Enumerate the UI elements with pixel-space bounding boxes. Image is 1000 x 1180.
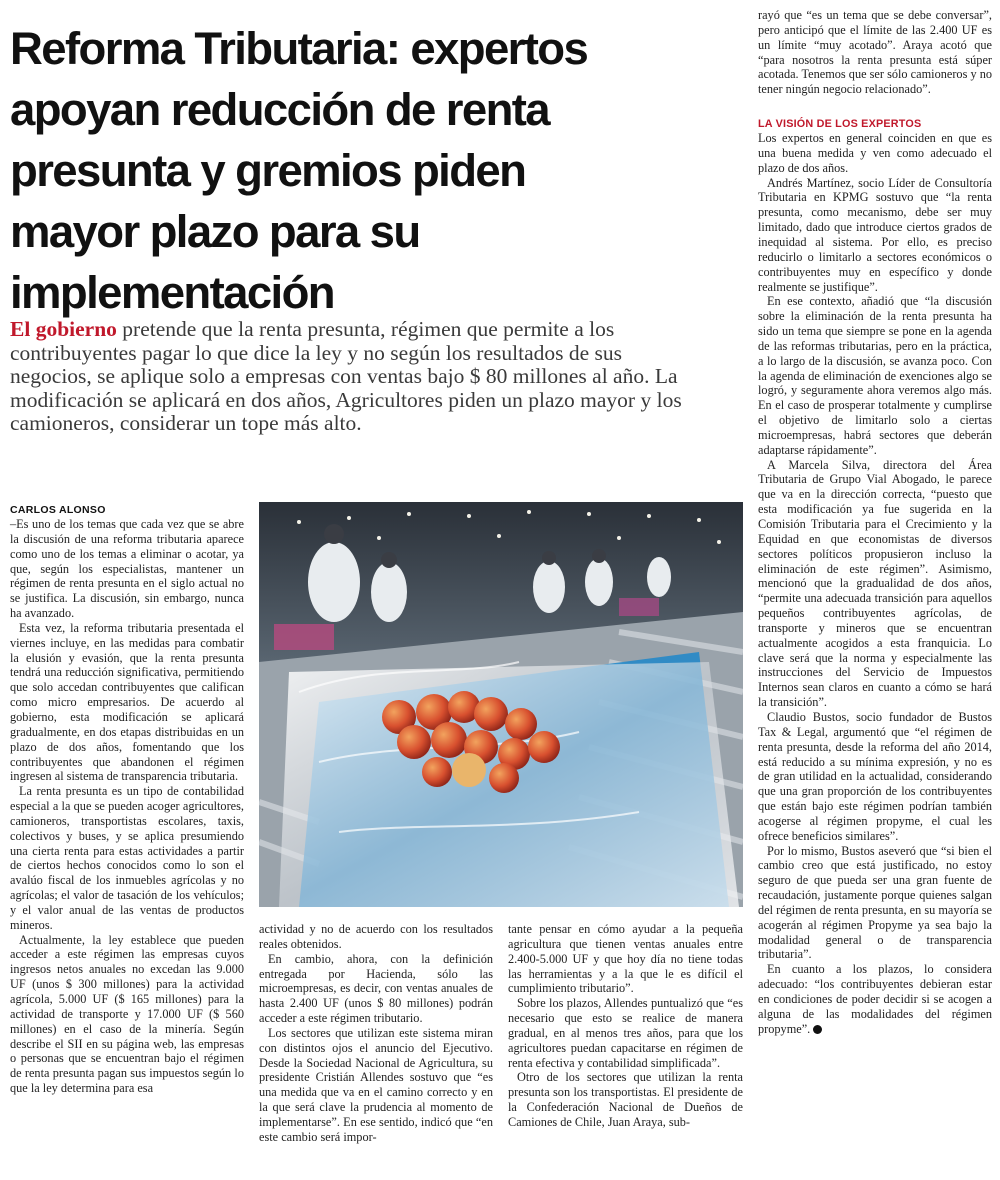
paragraph: tante pensar en cómo ayudar a la pequeña agricultura que tienen ventas anuales entre 2.400-5.000 UF y que hoy día no tiene todas las herramientas y a la que le es difícil el cumplimiento tributario”. [508,922,743,996]
column-4 [758,8,992,1037]
paragraph: Actualmente, la ley establece que pueden acceder a este régimen las empresas cuyos ingresos netos anuales no excedan las 9.000 UF (unos $ 300 millones) para la actividad agrícola, 5.000 UF ($ 165 millones) para la actividad de transporte y 17.000 UF ($ 560 millones) en el caso de la minería. Según describe el SII en su página web, las empresas o personas que se encuentran bajo el régimen de renta presunta pagan sus impuestos según lo que la ley determina para esa [10,932,244,1096]
paragraph-text: En cuanto a los plazos, lo considera adecuado: “los contribuyentes debieran estar en condiciones de poder decidir si se acogen a alguna de las modalidades del régimen propyme”. [758,962,992,1036]
paragraph: Otro de los sectores que utilizan la renta presunta son los transportistas. El presidente de la Confederación Nacional de Dueños de Camiones de Chile, Juan Araya, sub- [508,1070,743,1129]
end-of-article-icon [813,1025,822,1034]
paragraph: A Marcela Silva, directora del Área Tributaria de Grupo Vial Abogado, le parece que va en la dirección correcta, “puesto que esta modificación ya fue sugerida en la Comisión Tributaria para el Crecimiento y la Equidad en que economistas de diversos sectores políticos propusieron incluso la eliminación de este régimen”. Asimismo, mencionó que la gradualidad de dos años, “permite una adecuada transición para aquellos pequeños contribuyentes agrícolas, de transporte y mineros que se encuentran actualmente acogidos a esta franquicia. Lo clave será que la norma y especialmente las instrucciones del Servicio de Impuestos Internos sean claros en cuanto a cómo se hará la transición”. [758,457,992,710]
paragraph: –Es uno de los temas que cada vez que se abre la discusión de una reforma tributaria aparece como uno de los temas a eliminar o acotar, ya que, según los especialistas, mantener un régimen de renta presunta en el siglo actual no se justifica. La discusión, sin embargo, nunca ha avanzado. [10,517,244,621]
paragraph: Andrés Martínez, socio Líder de Consultoría Tributaria en KPMG sostuvo que “la renta presunta, como mecanismo, debe ser muy limitado, dado que introduce ciertos grados de inequidad al sistema. Por ello, es preciso reducirlo o limitarlo a sectores económicos o contribuyentes muy en específico y donde realmente se justifique”. [758,175,992,294]
paragraph: La renta presunta es un tipo de contabilidad especial a la que se pueden acoger agricultores, camioneros, transportistas escolares, taxis, colectivos y buses, y se aplica presumiendo una cierta renta para estas actividades a partir de ciertos hechos conocidos como lo son el avalúo fiscal de los inmuebles agrícolas y no agrícolas; el valor de tasación de los vehículos; y el valor anual de las ventas de productos mineros. [10,784,244,932]
paragraph: Esta vez, la reforma tributaria presentada el viernes incluye, en las medidas para combatir la elusión y evasión, que la renta presunta tendrá una reducción significativa, permitiendo que solo accedan contribuyentes que califican como micro empresarios. De acuerdo al gobierno, esta modificación se aplicará gradualmente, en dos etapas distribuidas en un plazo de dos años, fomentando que los contribuyentes que abandonen el régimen ingresen al sistema de transparencia tributaria. [10,620,244,784]
paragraph [758,962,992,1036]
paragraph: rayó que “es un tema que se debe conversar”, pero anticipó que el límite de las 2.400 UF es un límite “muy acotado”. Araya acotó que “para nosotros la renta presunta está súper acotada. Tenemos que ser sólo camioneros y no tener ningún negocio relacionado”. [758,8,992,97]
paragraph: Los sectores que utilizan este sistema miran con distintos ojos el anuncio del Ejecutivo. Desde la Sociedad Nacional de Agricultura, su presidente Cristián Allendes sostuvo que “es una medida que va en el camino correcto y en la que será clave la prudencia al momento de implementarse”. En ese sentido, indicó que “en este cambio será impor- [259,1025,493,1144]
headline-line: presunta y gremios piden [10,145,526,196]
deck-lead: El gobierno [10,317,117,341]
column-1 [10,503,244,1096]
paragraph: Claudio Bustos, socio fundador de Bustos Tax & Legal, argumentó que “el régimen de renta presunta, desde la reforma del año 2014, está reducido a su mínima expresión, y no es de gran utilidad en la actualidad, considerando que una gran proporción de los contribuyentes que están bajo este régimen podrían también acogerse al régimen propyme, el cual les ofrece beneficios similares”. [758,709,992,843]
article-photo [259,502,743,907]
peach-packing-photo [259,502,743,907]
deck-line: camioneros, considerar un tope más alto. [10,411,362,435]
deck [10,318,750,436]
deck-text: pretende que la renta presunta, régimen que permite a los [116,317,615,341]
headline-line: Reforma Tributaria: expertos [10,23,588,74]
headline [10,18,745,323]
deck-line: contribuyentes pagar lo que dice la ley y no según los resultados de sus [10,340,623,365]
paragraph: En ese contexto, añadió que “la discusión sobre la eliminación de la renta presunta ha sido un tema que siempre se pone en la agenda de las reformas tributarias, pero en la práctica, a lo largo de la discusión, se avanza poco. Con la agenda de eliminación de exenciones algo se logró, y seguramente ahora veremos algo más. En el caso de prosperar totalmente y cumplirse el objetivo de limitarlo solo a ciertas microempresas, habrá sectores que deberán adaptarse rápidamente”. [758,294,992,457]
headline-line: implementación [10,267,334,318]
column-2 [259,922,493,1145]
paragraph: actividad y no de acuerdo con los resultados reales obtenidos. [259,922,493,951]
paragraph: En cambio, ahora, con la definición entregada por Hacienda, sólo las microempresas, es decir, con ventas anuales de hasta 2.400 UF (unos $ 80 millones) podrán acceder a este régimen tributario. [259,951,493,1026]
paragraph: Los expertos en general coinciden en que es una buena medida y ven como adecuado el plazo de dos años. [758,131,992,175]
deck-line: negocios, se aplique solo a empresas con ventas bajo $ 80 millones al año. La [10,364,678,388]
byline: CARLOS ALONSO [10,504,106,516]
section-subhead: LA VISIÓN DE LOS EXPERTOS [758,118,922,131]
headline-line: mayor plazo para su [10,206,420,257]
deck-line [10,318,750,342]
paragraph: Sobre los plazos, Allendes puntualizó que “es necesario que esto se realice de manera gradual, en al menos tres años, para que los agricultores puedan capacitarse en régimen de renta efectiva y contabilidad simplificada”. [508,996,743,1070]
headline-line: apoyan reducción de renta [10,84,550,135]
deck-line: modificación se aplicará en dos años, Agricultores piden un plazo mayor y los [10,387,682,412]
column-3 [508,922,743,1130]
paragraph: Por lo mismo, Bustos aseveró que “si bien el cambio creo que está justificado, no estoy seguro de que pueda ser una gran fuente de recaudación, justamente porque quienes salgan del régimen de renta presunta, en su mayoría se acogerán al régimen Propyme ya sea bajo la modalidad general o de transparencia tributaria”. [758,843,992,962]
